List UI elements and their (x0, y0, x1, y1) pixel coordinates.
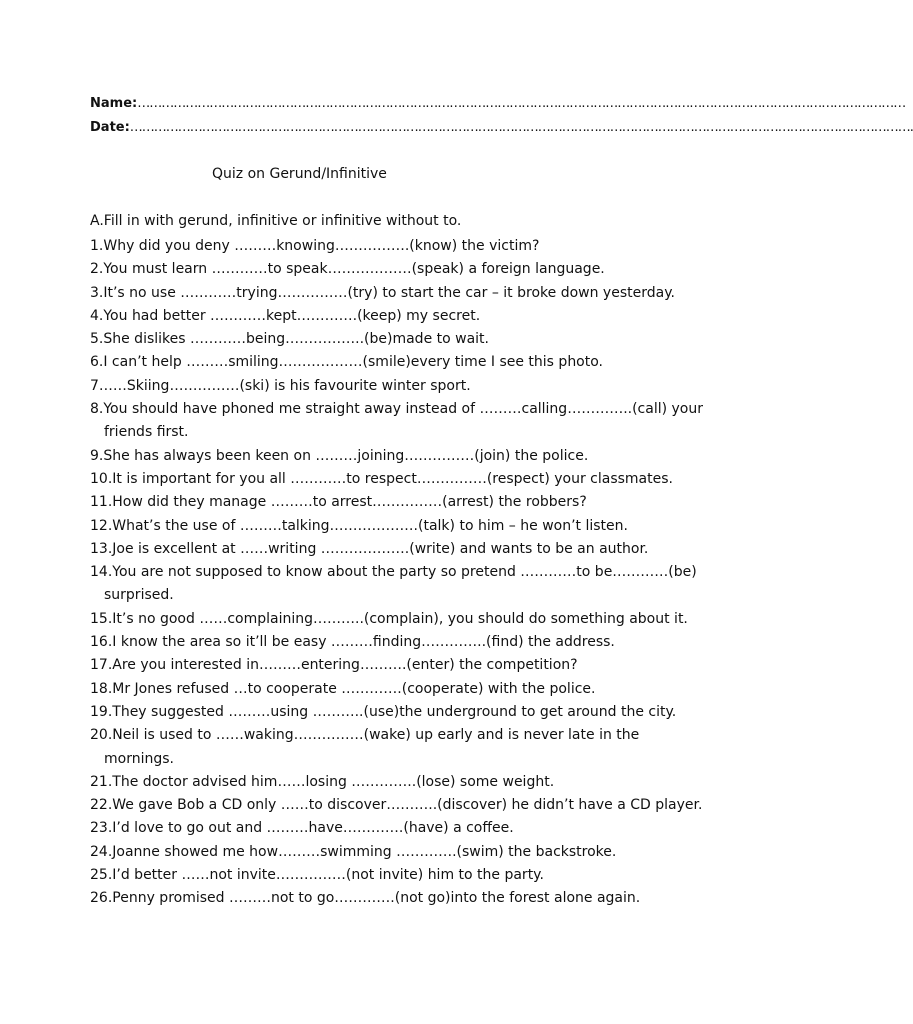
name-blank: ………………………………………………………………………………………………………………………………………………………………………… (137, 96, 906, 111)
question-text: 4.You had better …………kept………….(keep) my secret. (90, 307, 481, 324)
question-text: 1.Why did you deny ………knowing…………….(know) the victim? (90, 238, 540, 254)
question-item (90, 398, 704, 445)
question-item (90, 258, 690, 281)
question-item (90, 328, 690, 351)
question-item (90, 515, 690, 538)
question-text: 21.The doctor advised him……losing …………..(lose) some weight. (90, 773, 555, 790)
question-text: 14.You are not supposed to know about the party so pretend …………to be…………(be) (90, 564, 697, 581)
question-text: 25.I’d better ……not invite……………(not invite) him to the party. (90, 867, 544, 884)
date-label: Date: (90, 120, 130, 135)
question-text: 26.Penny promised ………not to go………….(not go)into the forest alone again. (90, 890, 641, 907)
question-text: 12.What’s the use of ………talking……………….(talk) to him – he won’t listen. (90, 517, 628, 534)
question-text: 15.It’s no good ……complaining………..(complain), you should do something about it. (90, 610, 688, 627)
question-item (90, 445, 690, 468)
question-item (90, 841, 690, 864)
instruction-text: A.Fill in with gerund, infinitive or infinitive without to. (90, 213, 462, 229)
question-text: 23.I’d love to go out and ………have………….(have) a coffee. (90, 820, 514, 837)
question-text: 7……Skiing……………(ski) is his favourite winter sport. (90, 377, 471, 394)
question-text: 2.You must learn …………to speak………………(speak) a foreign language. (90, 261, 605, 278)
question-item (90, 887, 690, 910)
question-item (90, 817, 690, 840)
question-text: 9.She has always been keen on ………joining……………(join) the police. (90, 447, 589, 464)
question-item (90, 538, 690, 561)
question-text: 8.You should have phoned me straight away instead of ………calling…………..(call) your (90, 401, 704, 418)
question-continuation: surprised. (104, 587, 174, 604)
date-field (90, 120, 913, 135)
question-text: 20.Neil is used to ……waking……………(wake) up early and is never late in the (90, 727, 640, 744)
question-text: 16.I know the area so it’ll be easy ………finding…………..(find) the address. (90, 634, 615, 651)
question-item (90, 794, 703, 817)
question-text: 17.Are you interested in………entering……….(enter) the competition? (90, 657, 578, 674)
question-item (90, 305, 690, 328)
question-text: 19.They suggested ………using ………..(use)the underground to get around the city. (90, 703, 677, 720)
question-item (90, 771, 690, 794)
quiz-title: Quiz on Gerund/Infinitive (212, 166, 387, 182)
question-item (90, 468, 690, 491)
question-continuation: mornings. (104, 750, 174, 767)
question-text: 3.It’s no use …………trying……………(try) to start the car – it broke down yesterday. (90, 284, 675, 301)
question-item (90, 282, 690, 305)
question-list (90, 235, 704, 911)
question-text: 18.Mr Jones refused …to cooperate ………….(cooperate) with the police. (90, 680, 596, 697)
question-item (90, 864, 690, 887)
question-item (90, 608, 690, 631)
question-text: 5.She dislikes …………being……………..(be)made to wait. (90, 331, 489, 348)
question-text: 6.I can’t help ………smiling………………(smile)every time I see this photo. (90, 354, 604, 371)
question-text: 13.Joe is excellent at ……writing ……………….(write) and wants to be an author. (90, 540, 649, 557)
question-text: 24.Joanne showed me how………swimming ………….(swim) the backstroke. (90, 843, 617, 860)
question-text: 22.We gave Bob a CD only ……to discover………..(discover) he didn’t have a CD player. (90, 797, 703, 814)
name-field (90, 96, 906, 111)
name-label: Name: (90, 96, 138, 111)
question-text: 10.It is important for you all …………to respect……………(respect) your classmates. (90, 470, 673, 487)
question-item (90, 351, 690, 374)
question-text: 11.How did they manage ………to arrest……………(arrest) the robbers? (90, 494, 587, 511)
question-item (90, 724, 690, 771)
question-item (90, 701, 690, 724)
question-item (90, 491, 690, 514)
date-blank: ……………………………………………………………………………………………………………………………………………………………………………. (129, 120, 913, 135)
question-item (90, 375, 690, 398)
question-item (90, 235, 690, 258)
question-item (90, 678, 690, 701)
question-item (90, 631, 690, 654)
question-item (90, 561, 697, 608)
question-continuation: friends first. (104, 424, 189, 441)
question-item (90, 654, 690, 677)
